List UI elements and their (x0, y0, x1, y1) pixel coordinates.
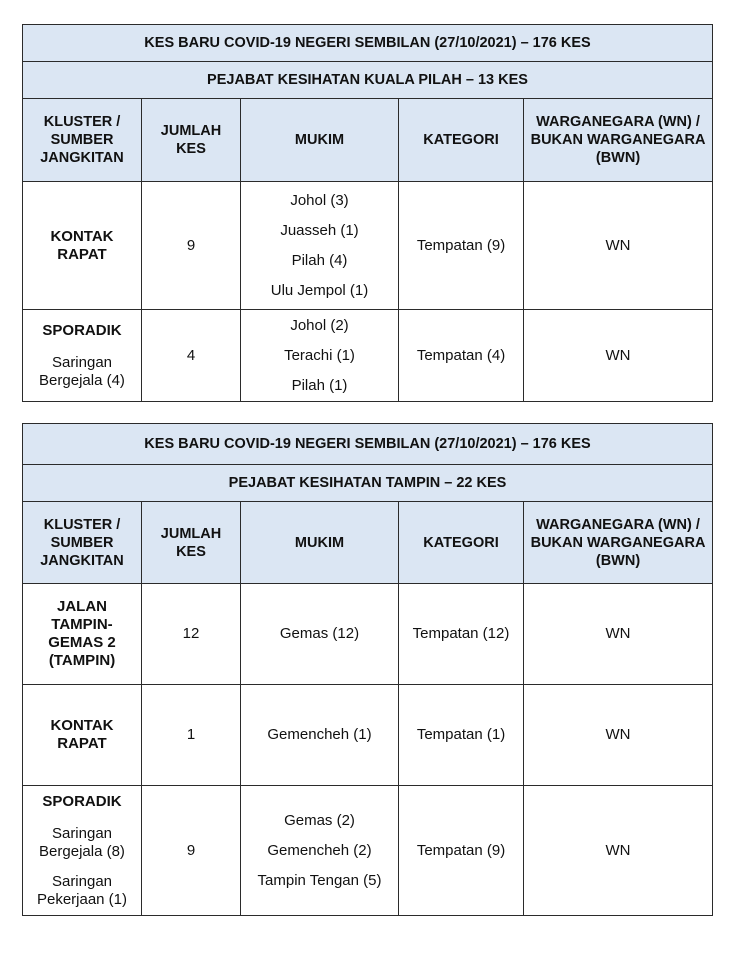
office-title: PEJABAT KESIHATAN KUALA PILAH – 13 KES (23, 62, 713, 99)
kluster-note: Saringan Bergejala (4) (39, 353, 125, 389)
header-warga: WARGANEGARA (WN) / BUKAN WARGANEGARA (BWN) (524, 99, 713, 182)
kluster-cell (23, 786, 142, 916)
header-kategori: KATEGORI (399, 502, 524, 584)
table-row (23, 182, 713, 310)
kluster-label: SPORADIK (42, 321, 122, 339)
table-row (23, 584, 713, 685)
table-row (23, 786, 713, 916)
title-row (23, 25, 713, 62)
header-mukim: MUKIM (241, 502, 399, 584)
tampin-table (22, 423, 713, 916)
header-kategori: KATEGORI (399, 99, 524, 182)
header-jumlah: JUMLAH KES (142, 502, 241, 584)
kluster-cell (23, 310, 142, 402)
kluster-cell: JALAN TAMPIN-GEMAS 2 (TAMPIN) (23, 584, 142, 685)
warga-cell: WN (524, 584, 713, 685)
table-row (23, 685, 713, 786)
table-row (23, 310, 713, 402)
mukim-item: Gemas (2) (284, 811, 355, 829)
jumlah-cell: 9 (142, 786, 241, 916)
mukim-cell (241, 310, 399, 402)
mukim-item: Johol (2) (290, 316, 349, 334)
jumlah-cell: 4 (142, 310, 241, 402)
mukim-item: Johol (3) (290, 191, 349, 209)
kluster-cell: KONTAK RAPAT (23, 182, 142, 310)
report-title: KES BARU COVID-19 NEGERI SEMBILAN (27/10/2021) – 176 KES (23, 424, 713, 465)
mukim-cell (241, 182, 399, 310)
kluster-cell: KONTAK RAPAT (23, 685, 142, 786)
warga-cell: WN (524, 786, 713, 916)
header-row (23, 502, 713, 584)
kategori-cell: Tempatan (4) (399, 310, 524, 402)
office-row (23, 465, 713, 502)
header-mukim: MUKIM (241, 99, 399, 182)
warga-cell: WN (524, 310, 713, 402)
title-row (23, 424, 713, 465)
mukim-cell (241, 584, 399, 685)
mukim-item: Pilah (1) (291, 376, 348, 394)
mukim-item: Tampin Tengan (5) (257, 871, 382, 889)
header-row (23, 99, 713, 182)
jumlah-cell: 12 (142, 584, 241, 685)
kluster-note: Saringan Bergejala (8) (39, 824, 125, 860)
report-title: KES BARU COVID-19 NEGERI SEMBILAN (27/10/2021) – 176 KES (23, 25, 713, 62)
kategori-cell: Tempatan (9) (399, 786, 524, 916)
mukim-cell (241, 685, 399, 786)
warga-cell: WN (524, 685, 713, 786)
mukim-cell (241, 786, 399, 916)
mukim-item: Gemencheh (2) (267, 841, 372, 859)
kuala-pilah-table (22, 24, 713, 402)
warga-cell: WN (524, 182, 713, 310)
header-warga: WARGANEGARA (WN) / BUKAN WARGANEGARA (BWN) (524, 502, 713, 584)
kategori-cell: Tempatan (9) (399, 182, 524, 310)
jumlah-cell: 1 (142, 685, 241, 786)
header-kluster: KLUSTER / SUMBER JANGKITAN (23, 99, 142, 182)
office-row (23, 62, 713, 99)
mukim-item: Gemas (12) (279, 625, 360, 642)
jumlah-cell: 9 (142, 182, 241, 310)
mukim-item: Ulu Jempol (1) (270, 281, 369, 299)
mukim-item: Gemencheh (1) (267, 726, 372, 743)
mukim-item: Terachi (1) (284, 346, 355, 364)
kategori-cell: Tempatan (1) (399, 685, 524, 786)
mukim-item: Pilah (4) (291, 251, 348, 269)
kluster-label: SPORADIK (42, 792, 122, 810)
header-jumlah: JUMLAH KES (142, 99, 241, 182)
mukim-item: Juasseh (1) (280, 221, 359, 239)
kategori-cell: Tempatan (12) (399, 584, 524, 685)
kluster-note: Saringan Pekerjaan (1) (36, 872, 128, 908)
office-title: PEJABAT KESIHATAN TAMPIN – 22 KES (23, 465, 713, 502)
header-kluster: KLUSTER / SUMBER JANGKITAN (23, 502, 142, 584)
